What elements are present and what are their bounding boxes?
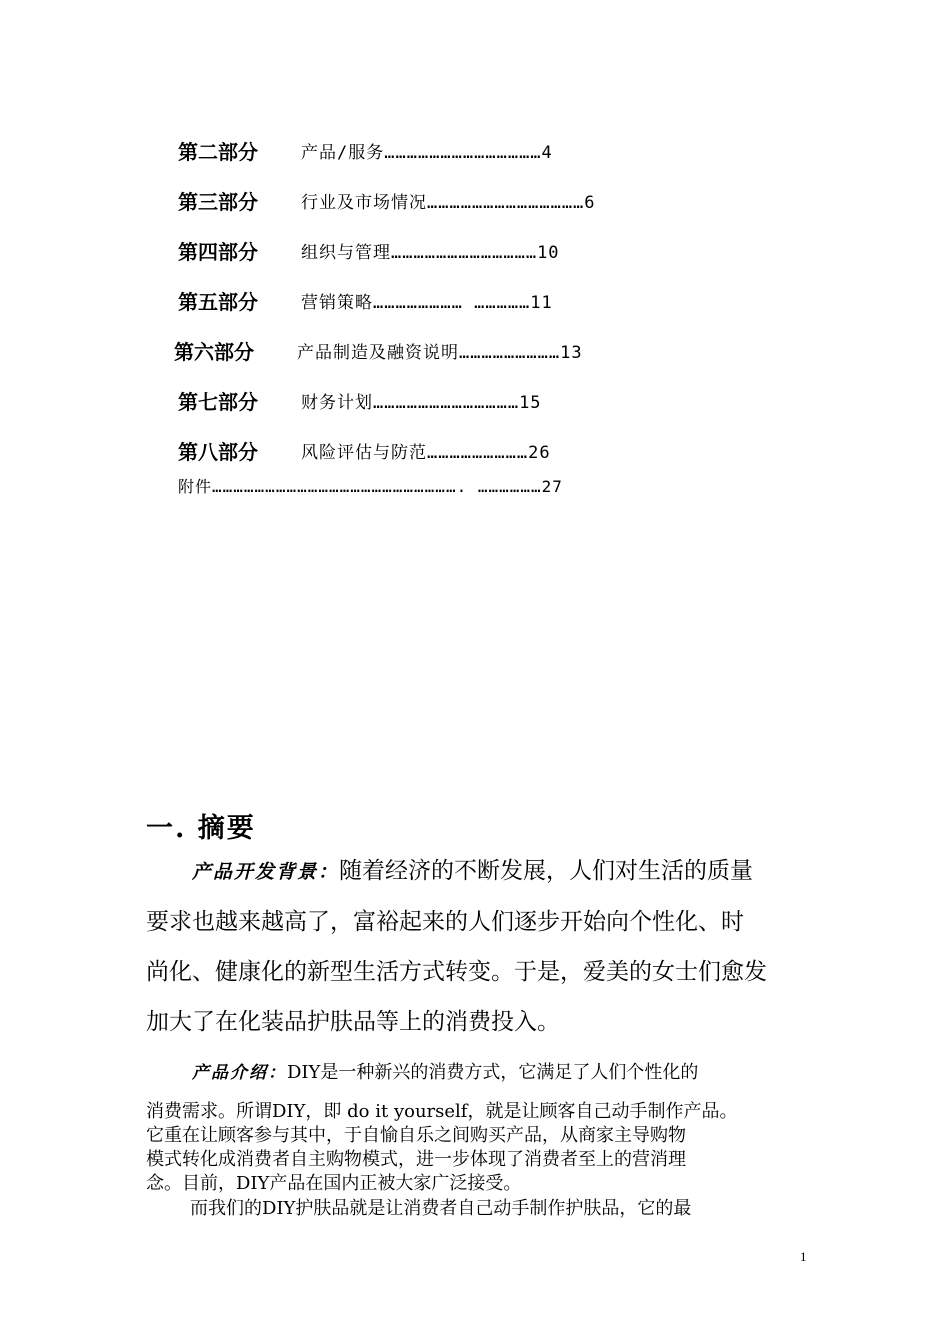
- toc-page: 13: [560, 343, 583, 363]
- toc-page: 10: [537, 243, 560, 263]
- toc-title: 组织与管理…………………………………10: [301, 243, 560, 263]
- section-heading: 一. 摘要: [146, 813, 256, 844]
- toc-page: 26: [528, 443, 551, 463]
- toc-leader: ………………………: [427, 443, 529, 463]
- toc-part: 第六部分: [174, 340, 254, 364]
- toc-part: 第三部分: [178, 190, 258, 214]
- toc-leader: ……………………………………………………………. ………………: [212, 477, 542, 496]
- toc-leader: …………………………………: [373, 393, 520, 413]
- toc-page: 27: [541, 477, 563, 496]
- toc-page: 4: [541, 143, 553, 163]
- toc-title: 行业及市场情况……………………………………6: [301, 193, 596, 213]
- background-paragraph: [146, 846, 816, 1047]
- toc-title: 产品/服务……………………………………4: [301, 143, 553, 163]
- background-label: 产品开发背景：: [192, 861, 340, 883]
- toc-title: 营销策略…………………… ……………11: [301, 293, 553, 313]
- toc-leader: ………………………: [459, 343, 561, 363]
- paragraph-line: 念。目前，DIY产品在国内正被大家广泛接受。: [146, 1173, 522, 1194]
- toc-title: 附件……………………………………………………………. ………………27: [178, 477, 563, 496]
- page-number: 1: [800, 1249, 807, 1264]
- toc-part: 第二部分: [178, 140, 258, 164]
- toc-title: 产品制造及融资说明………………………13: [297, 343, 583, 363]
- paragraph-line: 它重在让顾客参与其中，于自愉自乐之间购买产品，从商家主导购物: [146, 1125, 686, 1146]
- toc-part: 第七部分: [178, 390, 258, 414]
- paragraph-line: 产品开发背景：随着经济的不断发展，人们对生活的质量: [192, 858, 754, 884]
- toc-leader: ……………………………………: [427, 193, 585, 213]
- toc-title: 财务计划…………………………………15: [301, 393, 542, 413]
- paragraph-line: 要求也越来越高了，富裕起来的人们逐步开始向个性化、时: [146, 909, 744, 935]
- toc-leader: …………………………………: [391, 243, 538, 263]
- paragraph-line: 尚化、健康化的新型生活方式转变。于是，爱美的女士们愈发: [146, 959, 767, 985]
- toc-page: 15: [519, 393, 542, 413]
- toc-title: 风险评估与防范………………………26: [301, 443, 551, 463]
- toc-page: 11: [530, 293, 553, 313]
- toc-page: 6: [584, 193, 596, 213]
- paragraph-line: 加大了在化装品护肤品等上的消费投入。: [146, 1009, 560, 1035]
- toc-part: 第八部分: [178, 440, 258, 464]
- paragraph-line: 消费需求。所谓DIY，即 do it yourself，就是让顾客自己动手制作产品。: [146, 1101, 738, 1122]
- paragraph-line: 产品介绍：DIY是一种新兴的消费方式，它满足了人们个性化的: [192, 1062, 699, 1083]
- toc-part: 第四部分: [178, 240, 258, 264]
- intro-label: 产品介绍：: [192, 1063, 287, 1083]
- toc-leader: ……………………………………: [384, 143, 542, 163]
- toc-leader: …………………… ……………: [373, 293, 531, 313]
- paragraph-line: 而我们的DIY护肤品就是让消费者自己动手制作护肤品，它的最: [190, 1198, 692, 1219]
- paragraph-line: 模式转化成消费者自主购物模式，进一步体现了消费者至上的营消理: [146, 1149, 686, 1170]
- toc-part: 第五部分: [178, 290, 258, 314]
